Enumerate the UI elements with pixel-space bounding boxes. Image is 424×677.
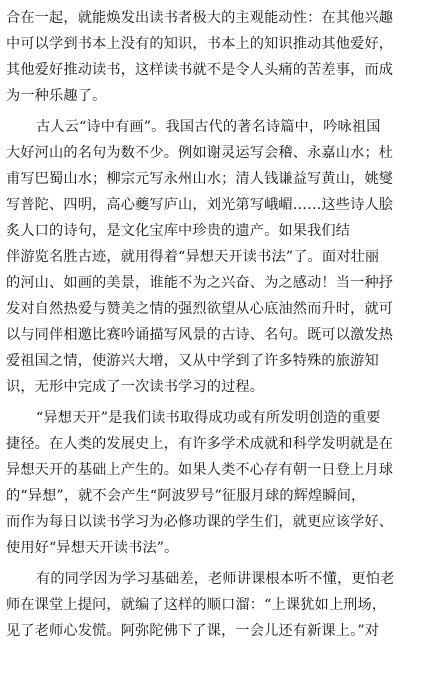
- paragraph-4: [6, 566, 416, 644]
- text-line: 而作为每日以读书学习为必修功课的学生们，就更应该学好、: [6, 514, 394, 530]
- text-line: 师在课堂上提问，就编了这样的顺口溜：“上课犹如上刑场，: [6, 597, 387, 613]
- text-line: 合在一起，就能焕发出读书者极大的主观能动性：在其他兴趣: [6, 10, 394, 26]
- paragraph-3: [6, 405, 416, 561]
- text-line: 爱祖国之情，使游兴大增，又从中学到了许多特殊的旅游知: [6, 353, 379, 369]
- text-line: 使用好“异想天开读书法”。: [6, 540, 179, 556]
- text-line: 发对自然热爱与赞美之情的强烈欲望从心底油然而升时，就可: [6, 301, 394, 317]
- text-line: 的“异想”，就不会产生“阿波罗号”征服月球的辉煌瞬间，: [6, 488, 366, 504]
- text-line: 写普陀、四明，高心夔写庐山，刘光第写峨嵋……这些诗人脍: [6, 197, 394, 213]
- text-line: 其他爱好推动读书，这样读书就不是令人头痛的苦差事，而成: [6, 62, 394, 78]
- text-line: 中可以学到书本上没有的知识，书本上的知识推动其他爱好，: [6, 36, 394, 52]
- text-line: 的河山、如画的美景，谁能不为之兴奋、为之感动！当一种抒: [6, 275, 394, 291]
- text-line: 大好河山的名句为数不少。例如谢灵运写会稽、永嘉山水；杜: [6, 145, 394, 161]
- paragraph-2: [6, 114, 416, 400]
- text-line: 异想天开的基础上产生的。如果人类不心存有朝一日登上月球: [6, 462, 394, 478]
- text-line: 炙人口的诗句，是文化宝库中珍贵的遗产。如果我们结: [6, 223, 351, 239]
- text-line: 识，无形中完成了一次读书学习的过程。: [6, 379, 265, 395]
- text-line: 甫写巴蜀山水；柳宗元写永州山水；清人钱谦益写黄山，姚燮: [6, 171, 394, 187]
- text-line: 伴游览名胜古迹，就用得着“异想天开读书法”了。面对壮丽: [6, 249, 380, 265]
- text-line: 见了老师心发慌。阿弥陀佛下了课，一会儿还有新课上。”对: [6, 623, 380, 639]
- document-page: [6, 5, 416, 644]
- text-line: “异想天开”是我们读书取得成功或有所发明创造的重要: [36, 410, 381, 426]
- text-line: 古人云“诗中有画”。我国古代的著名诗篇中，吟咏祖国: [36, 119, 381, 135]
- text-line: 为一种乐趣了。: [6, 88, 107, 104]
- text-line: 有的同学因为学习基础差，老师讲课根本听不懂，更怕老: [36, 571, 395, 587]
- text-line: 捷径。在人类的发展史上，有许多学术成就和科学发明就是在: [6, 436, 394, 452]
- text-line: 以与同伴相邀比赛吟诵描写风景的古诗、名句。既可以激发热: [6, 327, 394, 343]
- paragraph-1: [6, 5, 416, 109]
